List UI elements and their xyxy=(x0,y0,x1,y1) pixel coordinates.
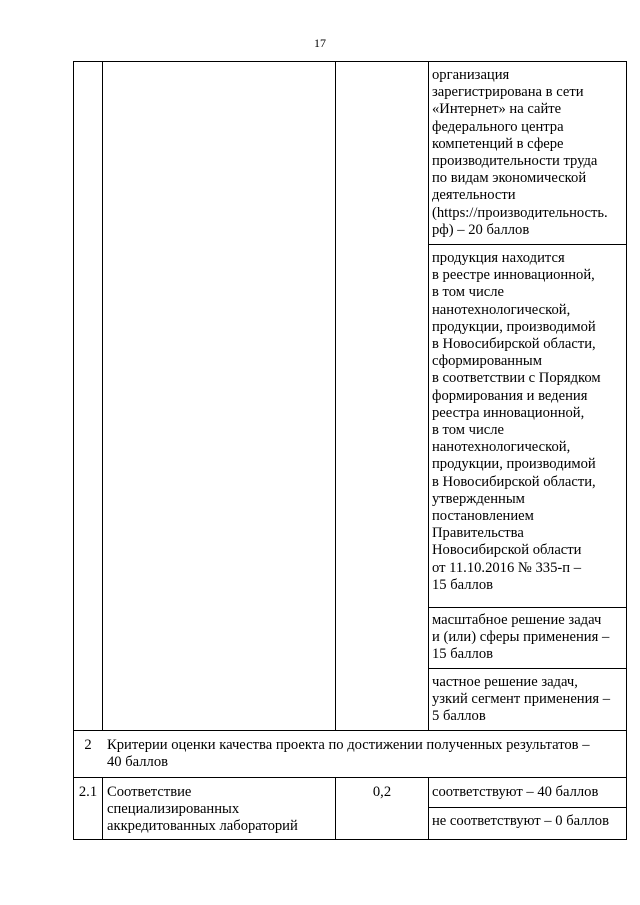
table-rule xyxy=(73,839,627,840)
score-cell: масштабное решение задач и (или) сферы применения – 15 баллов xyxy=(432,612,610,663)
table-rule xyxy=(73,61,627,62)
table-rule xyxy=(102,61,103,730)
score-cell: организация зарегистрирована в сети «Интернет» на сайте федерального центра компетенций в сфере производительности труда по видам экономической деятельности (https://производительность. рф) – 20 баллов xyxy=(432,67,608,238)
table-rule xyxy=(428,777,429,840)
table-rule xyxy=(428,807,627,808)
row-number: 2.1 xyxy=(78,784,98,800)
weight-value: 0,2 xyxy=(372,784,392,800)
table-rule xyxy=(102,777,103,840)
table-rule xyxy=(73,777,627,778)
page-number: 17 xyxy=(314,36,326,50)
table-rule xyxy=(428,61,429,730)
table-rule xyxy=(428,668,627,669)
row-number: 2 xyxy=(84,737,92,753)
table-rule xyxy=(73,730,627,731)
score-cell: соответствуют – 40 баллов xyxy=(432,784,599,800)
criterion-text: Соответствие специализированных аккредитованных лабораторий xyxy=(107,784,298,835)
table-rule xyxy=(73,61,74,840)
section-title: Критерии оценки качества проекта по достижении полученных результатов – 40 баллов xyxy=(107,737,590,771)
table-rule xyxy=(428,607,627,608)
table-rule xyxy=(335,61,336,730)
score-cell: не соответствуют – 0 баллов xyxy=(432,813,609,829)
score-cell: частное решение задач, узкий сегмент применения – 5 баллов xyxy=(432,674,611,725)
score-cell: продукция находится в реестре инновационной, в том числе нанотехнологической, продукции, производимой в Новосибирской области, сформированным в соответствии с Порядком формирования и ведения реестра инновационной, в том числе нанотехнологической, продукции, производимой в Новосибирской области, утвержденным постановлением Правительства Новосибирской области от 11.10.2016 № 335-п – 15 баллов xyxy=(432,250,601,593)
table-rule xyxy=(428,244,627,245)
